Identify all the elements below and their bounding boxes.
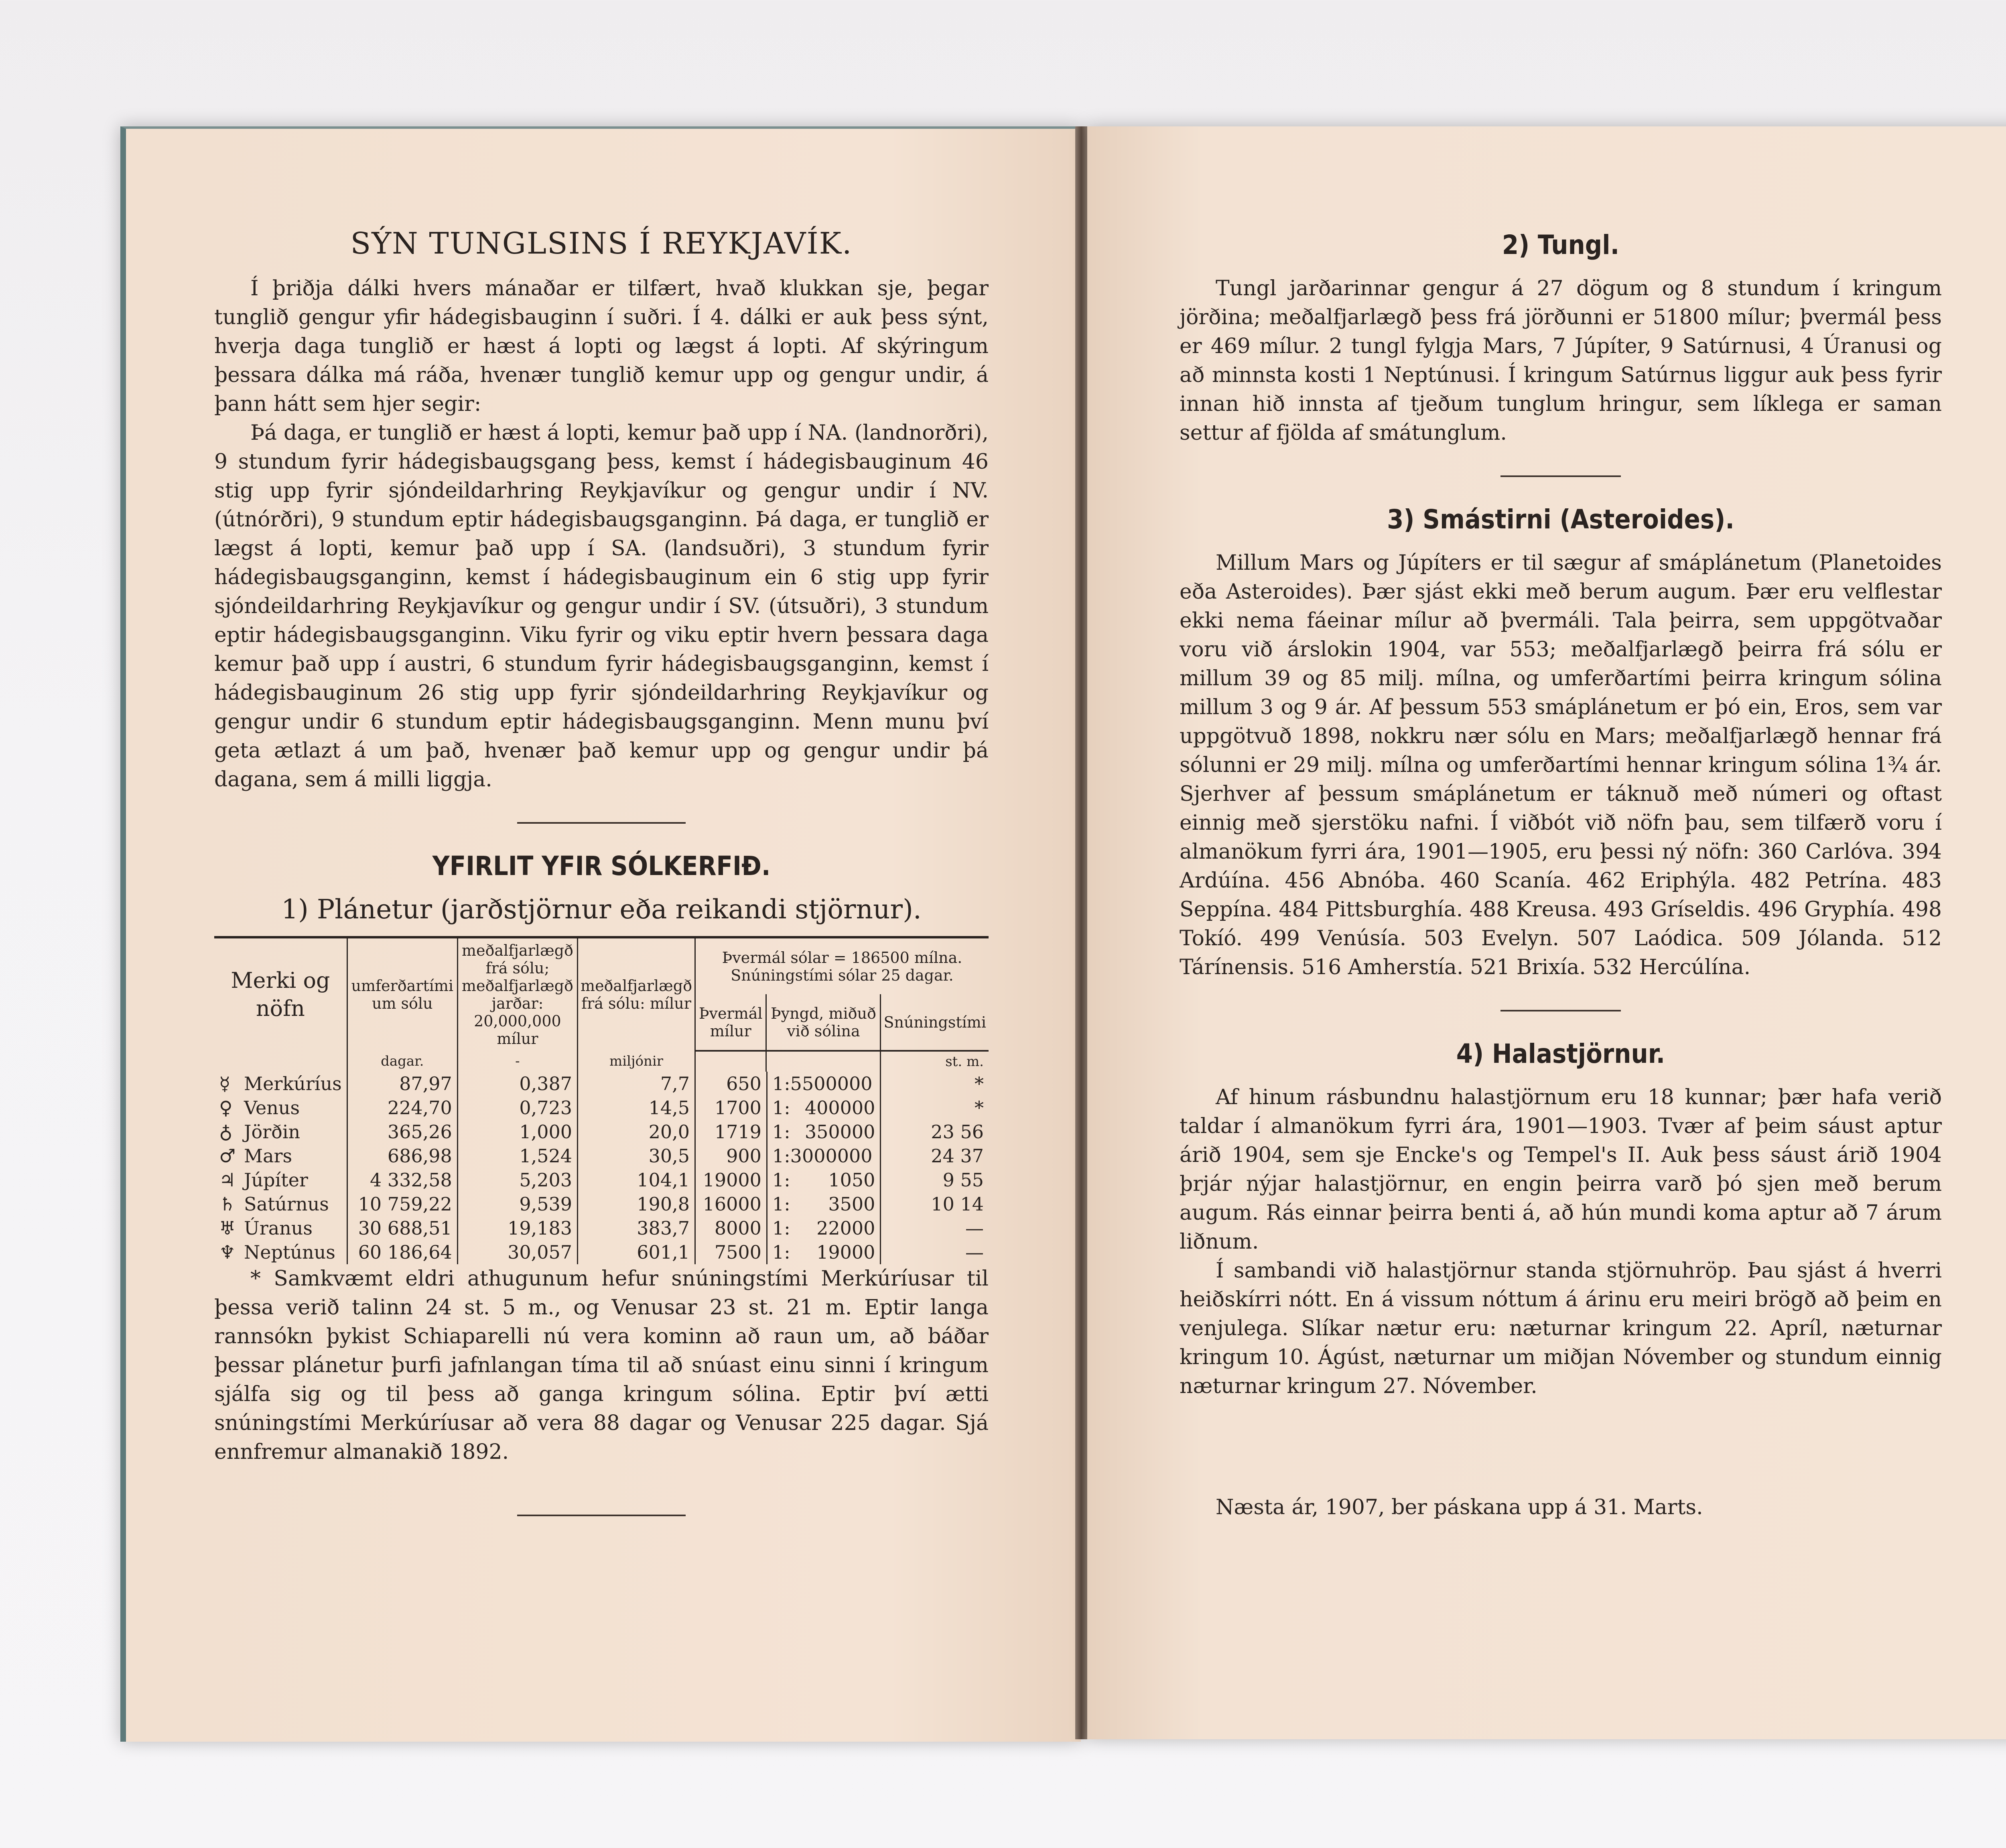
mass-ratio-value: 22000: [816, 1217, 875, 1239]
cell-planet: [214, 1072, 347, 1096]
cell-diameter: 19000: [695, 1168, 766, 1192]
planet-name: Mars: [244, 1145, 292, 1167]
planet-symbol-icon: ♄: [219, 1193, 236, 1215]
table-row: [214, 1168, 989, 1192]
table-row: [214, 1240, 989, 1264]
planet-name: Venus: [244, 1097, 300, 1119]
cell-planet: [214, 1096, 347, 1120]
cell-distance: 14,5: [578, 1096, 695, 1120]
table-row: [214, 1216, 989, 1240]
cell-distance: 30,5: [578, 1144, 695, 1168]
planet-name: Neptúnus: [244, 1241, 335, 1263]
col-umferd: umferðartími um sólu: [347, 937, 457, 1051]
divider-rule-3: [1500, 1010, 1621, 1011]
cell-distance: 190,8: [578, 1192, 695, 1216]
cell-rotation: 10 14: [881, 1192, 989, 1216]
cell-diameter: 8000: [695, 1216, 766, 1240]
cell-mass: [766, 1216, 880, 1240]
cell-planet: [214, 1240, 347, 1264]
cell-period: 224,70: [347, 1096, 457, 1120]
planets-table: [214, 936, 989, 1264]
cell-rotation: —: [881, 1216, 989, 1240]
halastjornur-title: 4) Halastjörnur.: [1456, 1038, 1665, 1069]
planet-name: Úranus: [244, 1217, 313, 1239]
planet-symbol-icon: ☿: [219, 1073, 231, 1095]
tungl-text: Tungl jarðarinnar gengur á 27 dögum og 8 stundum í kringum jörðina; meðalfjarlægð þess frá jörðunni er 51800 mílur; þvermál þess er 469 mílur. 2 tungl fylgja Mars, 7 Júpíter, 9 Satúrnusi, 4 Úranusi og að minnsta kosti 1 Neptúnusi. Í kringum Satúrnus liggur auk þess fyrir innan hið innsta af tjeðum tunglum hringur, sem líklega er saman settur af fjölda af smátunglum.: [1180, 276, 1942, 445]
halastjornur-text-2: Í sambandi við halastjörnur standa stjörnuhröp. Þau sjást á hverri heiðskírri nótt. En á vissum nóttum á árinu eru meiri brögð að þeim en venjulega. Slíkar nætur eru: næturnar kringum 22. Apríl, næturnar kringum 10. Ágúst, næturnar um miðjan Nóvember og stundum einnig næturnar kringum 27. Nóvember.: [1180, 1259, 1942, 1398]
cell-relative-distance: 30,057: [457, 1240, 577, 1264]
cell-rotation: —: [881, 1240, 989, 1264]
cell-period: 60 186,64: [347, 1240, 457, 1264]
cell-distance: 104,1: [578, 1168, 695, 1192]
unit-medalfj: -: [457, 1051, 577, 1072]
closing-line: Næsta ár, 1907, ber páskana upp á 31. Marts.: [1216, 1495, 1703, 1519]
cell-relative-distance: 1,524: [457, 1144, 577, 1168]
col-snuning: Snúningstími: [881, 994, 989, 1051]
planet-symbol-icon: ♂: [219, 1145, 236, 1167]
cell-mass: [766, 1144, 880, 1168]
cell-period: 10 759,22: [347, 1192, 457, 1216]
solar-system-title: YFIRLIT YFIR SÓLKERFIÐ.: [432, 851, 771, 881]
cell-relative-distance: 0,387: [457, 1072, 577, 1096]
planet-symbol-icon: ♀: [219, 1097, 233, 1119]
table-row: [214, 1096, 989, 1120]
cell-mass: [766, 1240, 880, 1264]
cell-planet: [214, 1120, 347, 1144]
smastirni-text: Millum Mars og Júpíters er til sægur af smáplánetum (Planetoides eða Asteroides). Þær sjást ekki með berum augum. Þær eru velflestar ekki nema fáeinar mílur að þvermáli. Tala þeirra, sem uppgötvaðar voru við árslokin 1904, var 553; meðalfjarlægð þeirra frá sólu er millum 39 og 85 milj. mílna, og umferðartími þeirra kringum sólina millum 3 og 9 ár. Af þessum 553 smáplánetum er þó ein, Eros, sem var uppgötvuð 1898, nokkru nær sólu en Mars; meðalfjarlægð hennar frá sólunni er 29 milj. mílna og umferðartími hennar kringum sólina 1¾ ár. Sjerhver af þessum smáplánetum er táknuð með númeri og oftast einnig með sjerstöku nafni. Í viðbót við nöfn þau, sem tilfærð voru í almanökum fyrri ára, 1901—1905, eru þessi ný nöfn: 360 Carlóva. 394 Ardúína. 456 Abnóba. 460 Scanía. 462 Eriphýla. 482 Petrína. 483 Seppína. 484 Pittsburghía. 488 Kreusa. 493 Gríseldis. 496 Gryphía. 498 Tokíó. 499 Venúsía. 503 Evelyn. 507 Laódica. 509 Jólanda. 512 Tárínensis. 516 Amherstía. 521 Brixía. 532 Hercúlína.: [1180, 551, 1942, 979]
cell-mass: [766, 1192, 880, 1216]
cell-relative-distance: 0,723: [457, 1096, 577, 1120]
col-thyngd: Þyngd, miðuð við sólina: [766, 994, 881, 1051]
mass-ratio-prefix: 1:: [772, 1121, 790, 1143]
col-medalfj: meðalfjarlægð frá sólu; meðalfjarlægð jarðar: 20,000,000 mílur: [457, 937, 577, 1051]
mass-ratio-value: 400000: [804, 1097, 875, 1119]
cell-planet: [214, 1168, 347, 1192]
planet-name: Merkúríus: [244, 1073, 342, 1095]
planet-symbol-icon: ♅: [219, 1217, 236, 1239]
mass-ratio-prefix: 1:5500000: [772, 1073, 873, 1095]
cell-rotation: *: [881, 1096, 989, 1120]
cell-rotation: 9 55: [881, 1168, 989, 1192]
cell-diameter: 650: [695, 1072, 766, 1096]
cell-relative-distance: 19,183: [457, 1216, 577, 1240]
cell-diameter: 1700: [695, 1096, 766, 1120]
cell-planet: [214, 1192, 347, 1216]
cell-relative-distance: 5,203: [457, 1168, 577, 1192]
right-page-content: [1180, 231, 1942, 1522]
planet-name: Júpíter: [244, 1169, 308, 1191]
cell-rotation: 23 56: [881, 1120, 989, 1144]
mass-ratio-value: 1050: [828, 1169, 875, 1191]
col-thvermal: Þvermál mílur: [695, 994, 766, 1051]
cell-mass: [766, 1072, 880, 1096]
units-row: [214, 1051, 989, 1072]
cell-mass: [766, 1120, 880, 1144]
mass-ratio-prefix: 1:3000000: [772, 1145, 873, 1167]
cell-rotation: 24 37: [881, 1144, 989, 1168]
mass-ratio-value: 19000: [816, 1241, 875, 1263]
left-page: [120, 126, 1081, 1742]
cell-period: 365,26: [347, 1120, 457, 1144]
planet-name: Satúrnus: [244, 1193, 329, 1215]
col-merki: Merki og nöfn: [214, 937, 347, 1051]
col-group-sun: Þvermál sólar = 186500 mílna. Snúningstími sólar 25 dagar.: [695, 937, 989, 994]
book-gutter: [1075, 126, 1087, 1739]
cell-period: 686,98: [347, 1144, 457, 1168]
cell-period: 87,97: [347, 1072, 457, 1096]
tungl-title: 2) Tungl.: [1502, 229, 1620, 260]
planet-symbol-icon: ♃: [219, 1169, 236, 1191]
table-row: [214, 1072, 989, 1096]
cell-mass: [766, 1096, 880, 1120]
mass-ratio-value: 3500: [828, 1193, 875, 1215]
halastjornur-text-1: Af hinum rásbundnu halastjörnum eru 18 kunnar; þær hafa verið taldar í almanökum fyrri ára, 1901—1903. Tvær af þeim sáust aptur árið 1904, sem sje Encke's og Tempel's II. Auk þess sáust árið 1904 þrjár nýjar halastjörnur, en engin þeirra varð þó sjen með berum augum. Rás einnar þeirra benti á, að hún mundi koma aptur að 7 árum liðnum.: [1180, 1085, 1942, 1254]
cell-distance: 601,1: [578, 1240, 695, 1264]
cell-distance: 383,7: [578, 1216, 695, 1240]
planet-symbol-icon: ♁: [219, 1121, 233, 1143]
cell-distance: 7,7: [578, 1072, 695, 1096]
cell-diameter: 16000: [695, 1192, 766, 1216]
moon-paragraph-2: Þá daga, er tunglið er hæst á lopti, kemur það upp í NA. (landnorðri), 9 stundum fyrir hádegisbaugsgang þess, kemst í hádegisbauginum 46 stig upp fyrir sjóndeildarhring Reykjavíkur og gengur undir í NV. (útnórðri), 9 stundum eptir hádegisbaugsganginn. Þá daga, er tunglið er lægst á lopti, kemur það upp í SA. (landsuðri), 3 stundum fyrir hádegisbaugsganginn, kemst í hádegisbauginum ein 6 stig upp fyrir sjóndeildarhring Reykjavíkur og gengur undir í SV. (útsuðri), 3 stundum eptir hádegisbaugsganginn. Viku fyrir og viku eptir hvern þessara daga kemur það upp í austri, 6 stundum fyrir hádegisbaugsganginn, kemst í hádegisbauginum 26 stig upp fyrir sjóndeildarhring Reykjavíkur og gengur undir 6 stundum eptir hádegisbaugsganginn. Menn munu því geta ætlazt á um það, hvenær það kemur upp og gengur undir þá dagana, sem á milli liggja.: [214, 421, 989, 792]
cell-diameter: 1719: [695, 1120, 766, 1144]
right-page: [1087, 126, 2006, 1739]
cell-planet: [214, 1216, 347, 1240]
unit-medalfj2: miljónir: [578, 1051, 695, 1072]
mass-ratio-prefix: 1:: [772, 1169, 790, 1191]
table-row: [214, 1192, 989, 1216]
mass-ratio-prefix: 1:: [772, 1097, 790, 1119]
moon-section-title: SÝN TUNGLSINS Í REYKJAVÍK.: [350, 226, 853, 261]
cell-period: 4 332,58: [347, 1168, 457, 1192]
cell-diameter: 900: [695, 1144, 766, 1168]
cell-rotation: *: [881, 1072, 989, 1096]
left-page-content: [214, 221, 989, 1544]
cell-period: 30 688,51: [347, 1216, 457, 1240]
divider-rule-2: [1500, 475, 1621, 477]
planet-name: Jörðin: [244, 1121, 300, 1143]
smastirni-title: 3) Smástirni (Asteroides).: [1387, 504, 1734, 535]
cell-planet: [214, 1144, 347, 1168]
footnote: * Samkvæmt eldri athugunum hefur snúningstími Merkúríusar til þessa verið talinn 24 st. 5 m., og Venusar 23 st. 21 m. Eptir langa rannsókn þykist Schiaparelli nú vera kominn að raun um, að báðar þessar plánetur þurfi jafnlangan tíma til að snúast einu sinni í kringum sjálfa sig og til þess að ganga kringum sólina. Eptir því ætti snúningstími Merkúríusar að vera 88 dagar og Venusar 225 dagar. Sjá ennfremur almanakið 1892.: [214, 1267, 989, 1464]
cell-relative-distance: 9,539: [457, 1192, 577, 1216]
mass-ratio-prefix: 1:: [772, 1193, 790, 1215]
divider-rule: [517, 822, 686, 824]
cell-mass: [766, 1168, 880, 1192]
cell-relative-distance: 1,000: [457, 1120, 577, 1144]
mass-ratio-prefix: 1:: [772, 1241, 790, 1263]
planets-subtitle: 1) Plánetur (jarðstjörnur eða reikandi stjörnur).: [281, 894, 922, 925]
bottom-rule: [517, 1515, 686, 1516]
planet-symbol-icon: ♆: [219, 1241, 236, 1263]
mass-ratio-prefix: 1:: [772, 1217, 790, 1239]
table-row: [214, 1144, 989, 1168]
col-medalfj2: meðalfjarlægð frá sólu: mílur: [578, 937, 695, 1051]
unit-umferd: dagar.: [347, 1051, 457, 1072]
table-row: [214, 1120, 989, 1144]
cell-diameter: 7500: [695, 1240, 766, 1264]
unit-snuning: st. m.: [881, 1051, 989, 1072]
moon-paragraph-1: Í þriðja dálki hvers mánaðar er tilfært, hvað klukkan sje, þegar tunglið gengur yfir hádegisbauginn í suðri. Í 4. dálki er auk þess sýnt, hverja daga tunglið er hæst á lopti og lægst á lopti. Af skýringum þessara dálka má ráða, hvenær tunglið kemur upp og gengur undir, á þann hátt sem hjer segir:: [214, 276, 989, 416]
cell-distance: 20,0: [578, 1120, 695, 1144]
mass-ratio-value: 350000: [804, 1121, 875, 1143]
